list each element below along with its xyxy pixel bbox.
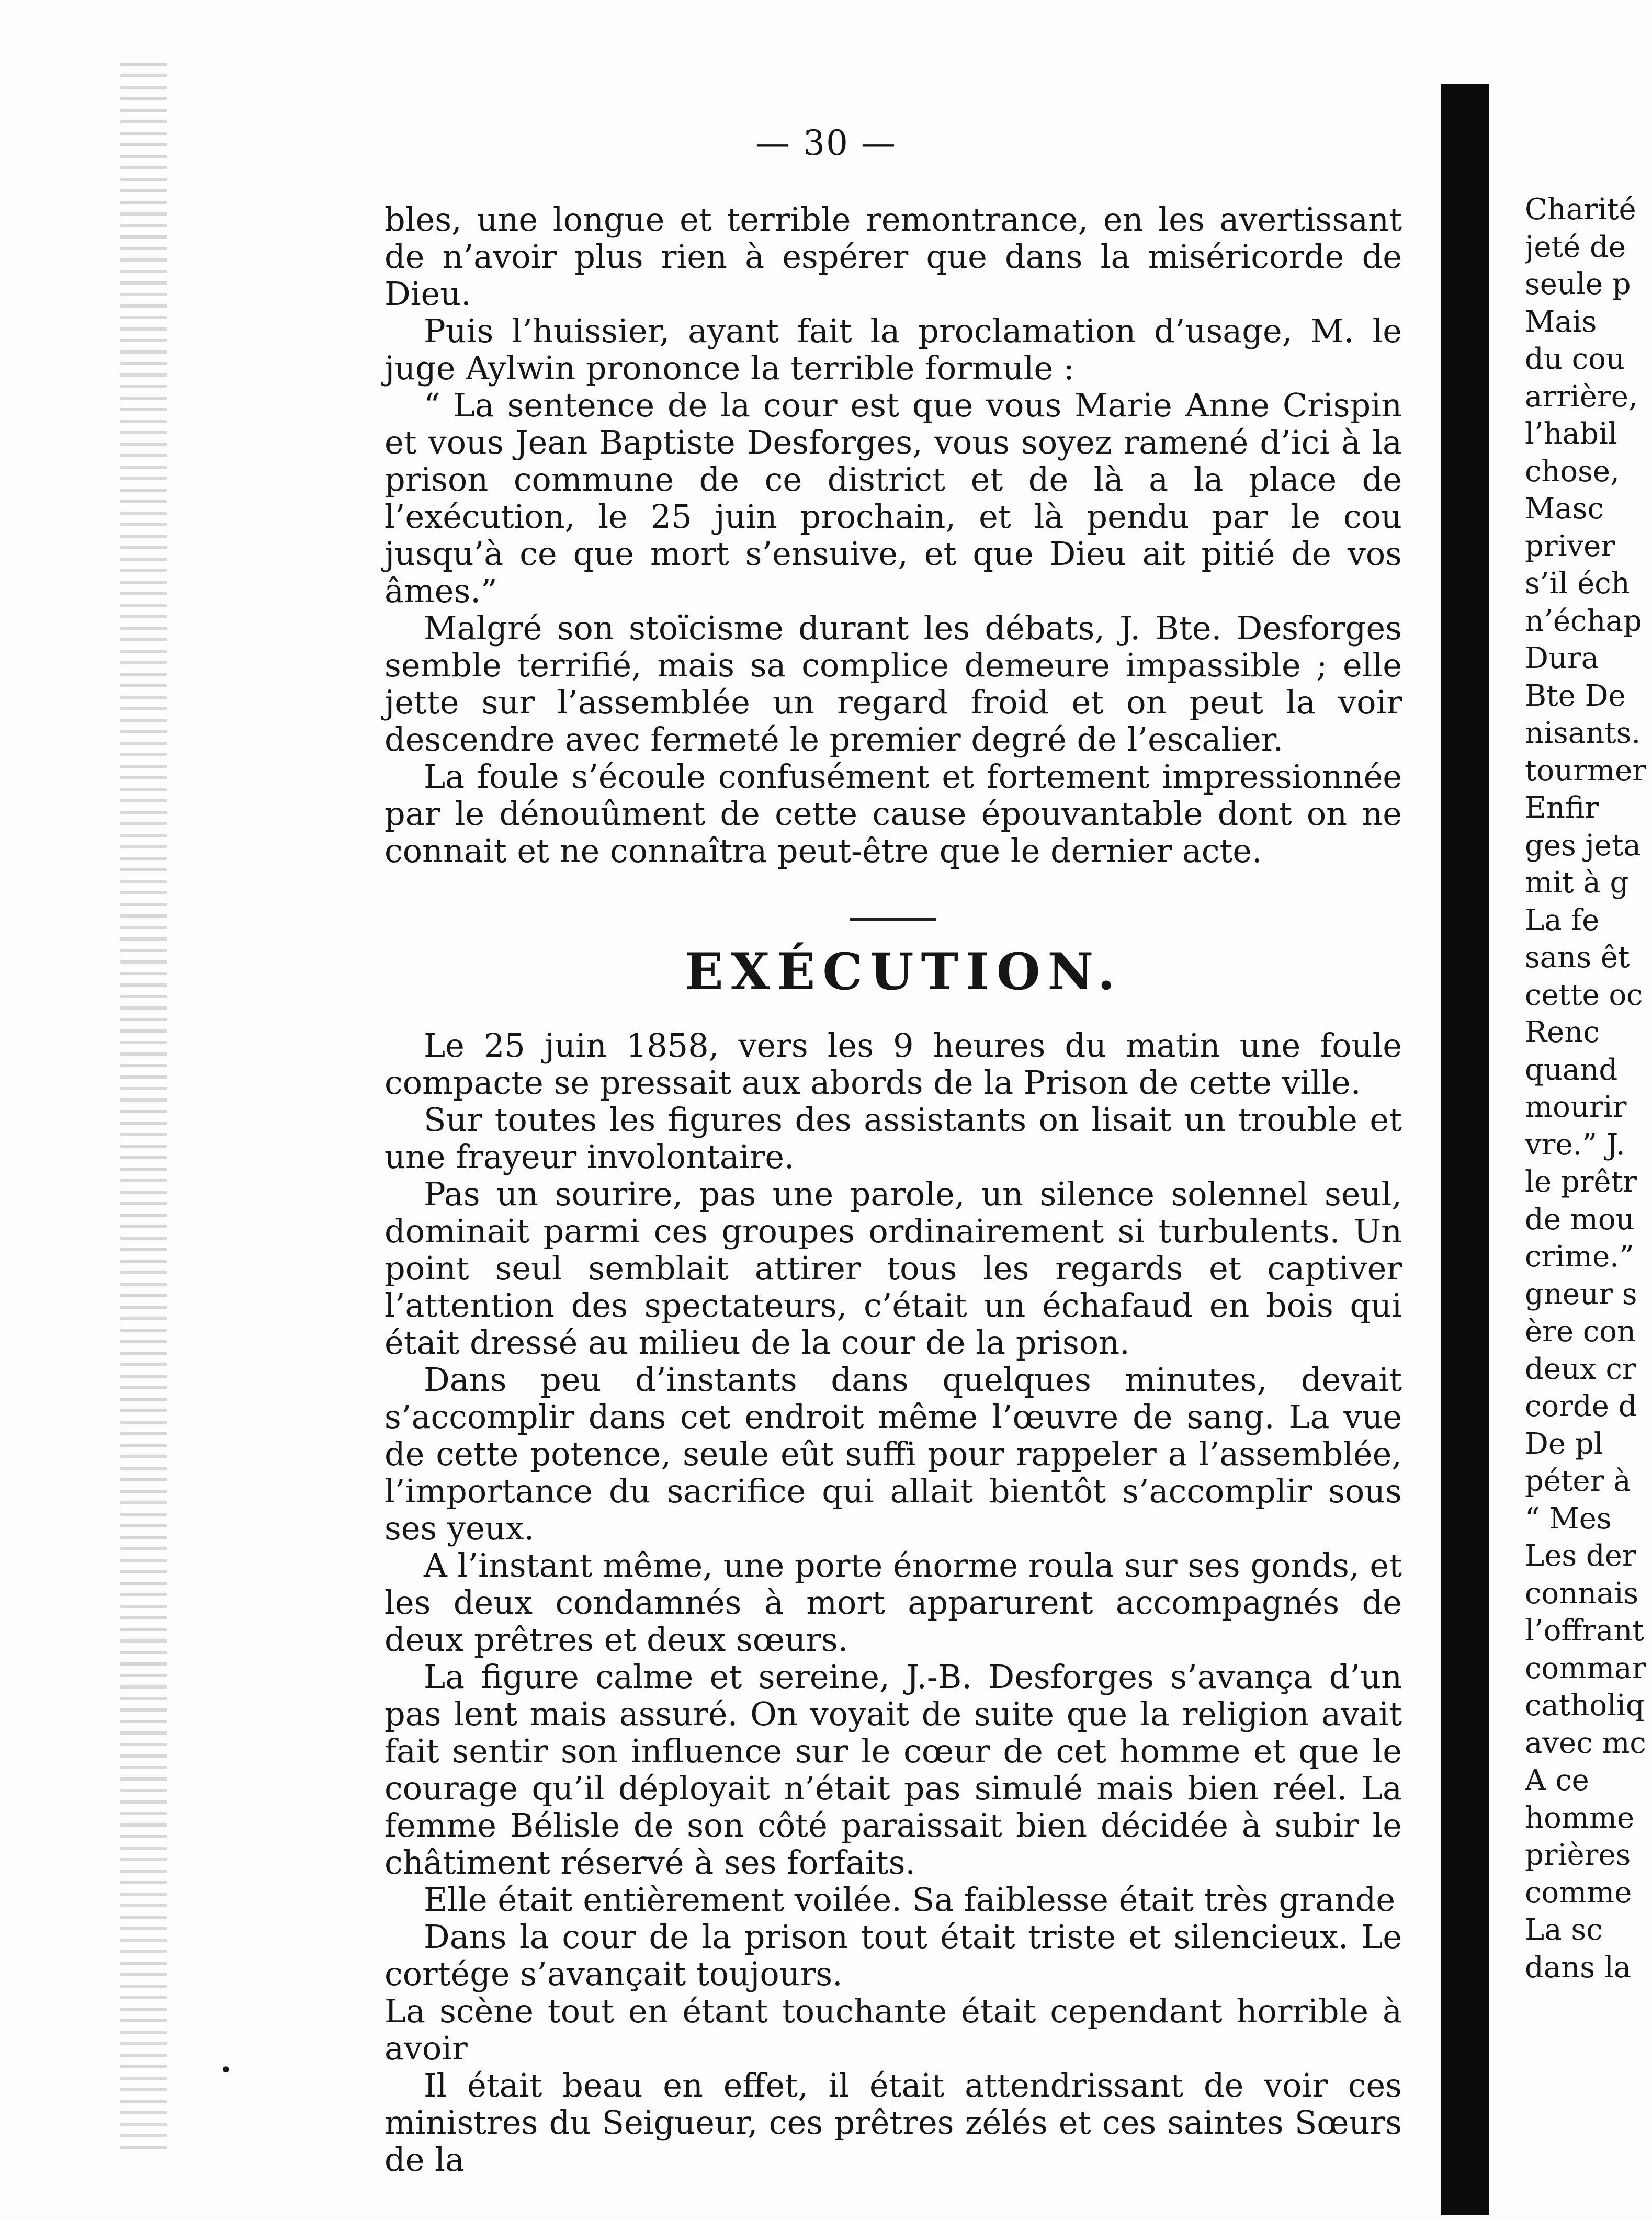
adjacent-page-line: mourir bbox=[1525, 1090, 1627, 1124]
adjacent-page-line: nisants. bbox=[1525, 716, 1641, 750]
paragraph: Dans peu d’instants dans quelques minutes, devait s’accomplir dans cet endroit même l’œuvre de sang. La vue de cette potence, seule eût suffi pour rappeler a l’assemblée, l’importance du sacrifice qui allait bientôt s’accomplir sous ses yeux. bbox=[384, 1361, 1402, 1547]
section-heading: EXÉCUTION. bbox=[685, 942, 1123, 1001]
adjacent-page-line: chose, bbox=[1525, 454, 1620, 489]
adjacent-page-line: gneur s bbox=[1525, 1277, 1637, 1311]
adjacent-page-line: connais bbox=[1525, 1576, 1639, 1611]
adjacent-page-line: Dura bbox=[1525, 641, 1599, 675]
adjacent-page-fragment bbox=[1525, 191, 1652, 1986]
paragraph: Le 25 juin 1858, vers les 9 heures du matin une foule compacte se pressait aux abords de la Prison de cette ville. bbox=[384, 1026, 1402, 1102]
adjacent-page-line: sans êt bbox=[1525, 941, 1630, 975]
adjacent-page-line: La fe bbox=[1525, 903, 1600, 937]
adjacent-page-line: Masc bbox=[1525, 492, 1604, 526]
paragraph: bles, une longue et terrible remontrance, en les avertissant de n’avoir plus rien à espérer que dans la miséricorde de Dieu. bbox=[384, 200, 1402, 313]
paragraph: La figure calme et sereine, J.-B. Desforges s’avança d’un pas lent mais assuré. On voyait de suite que la religion avait fait sentir son influence sur le cœur de cet homme et que le courage qu’il déployait n’était pas simulé mais bien réel. La femme Bélisle de son côté paraissait bien décidée à subir le châtiment réservé à ses forfaits. bbox=[384, 1658, 1402, 1882]
adjacent-page-line: A ce bbox=[1525, 1763, 1589, 1797]
paragraph: La foule s’écoule confusément et fortement impressionnée par le dénouûment de cette cause épouvantable dont on ne connait et ne connaîtra peut-être que le dernier acte. bbox=[384, 757, 1402, 870]
paragraph: Dans la cour de la prison tout était triste et silencieux. Le cortége s’avançait toujours. bbox=[384, 1918, 1402, 1993]
adjacent-page-line: seule p bbox=[1525, 267, 1631, 301]
paragraph: Malgré son stoïcisme durant les débats, J. Bte. Desforges semble terrifié, mais sa complice demeure impassible ; elle jette sur l’assemblée un regard froid et on peut la voir descendre avec fermeté le premier degré de l’escalier. bbox=[384, 609, 1402, 758]
adjacent-page-line: l’offrant bbox=[1525, 1614, 1644, 1648]
adjacent-page-line: vre.” J. bbox=[1525, 1127, 1625, 1162]
main-text-column bbox=[384, 201, 1402, 2178]
adjacent-page-line: cette oc bbox=[1525, 978, 1643, 1012]
adjacent-page-line: priver bbox=[1525, 529, 1615, 563]
adjacent-page-line: Les der bbox=[1525, 1539, 1636, 1573]
adjacent-page-line: commar bbox=[1525, 1651, 1646, 1685]
paragraph: Pas un sourire, pas une parole, un silence solennel seul, dominait parmi ces groupes ordinairement si turbulents. Un point seul semblait attirer tous les regards et captiver l’attention des spectateurs, c’était un échafaud en bois qui était dressé au milieu de la cour de la prison. bbox=[384, 1175, 1402, 1362]
adjacent-page-line: jeté de bbox=[1525, 230, 1626, 264]
paragraph: Elle était entièrement voilée. Sa faiblesse était très grande bbox=[424, 1881, 1396, 1919]
page-edge-scan-artifact bbox=[120, 63, 167, 2155]
adjacent-page-line: crime.” bbox=[1525, 1240, 1634, 1274]
adjacent-page-line: catholiq bbox=[1525, 1689, 1645, 1723]
adjacent-page-line: péter à bbox=[1525, 1464, 1631, 1498]
adjacent-page-line: l’habil bbox=[1525, 417, 1617, 451]
paragraph: La scène tout en étant touchante était cependant horrible à avoir bbox=[384, 1992, 1402, 2067]
book-gutter-shadow bbox=[1441, 84, 1489, 2215]
adjacent-page-line: arrière, bbox=[1525, 379, 1638, 414]
page-number: — 30 — bbox=[755, 123, 897, 163]
adjacent-page-line: deux cr bbox=[1525, 1352, 1636, 1386]
adjacent-page-line: prières bbox=[1525, 1838, 1631, 1872]
adjacent-page-line: tourmer bbox=[1525, 753, 1647, 788]
adjacent-page-line: “ Mes bbox=[1525, 1501, 1612, 1536]
adjacent-page-line: homme bbox=[1525, 1800, 1635, 1835]
adjacent-page-line: De pl bbox=[1525, 1426, 1603, 1461]
adjacent-page-line: quand bbox=[1525, 1052, 1618, 1087]
adjacent-page-line: Renc bbox=[1525, 1015, 1600, 1049]
adjacent-page-line: du cou bbox=[1525, 342, 1625, 376]
paragraph: Puis l’huissier, ayant fait la proclamation d’usage, M. le juge Aylwin prononce la terrible formule : bbox=[384, 312, 1402, 387]
paragraph: A l’instant même, une porte énorme roula sur ses gonds, et les deux condamnés à mort apparurent accompagnés de deux prêtres et deux sœurs. bbox=[384, 1546, 1402, 1659]
adjacent-page-line: s’il éch bbox=[1525, 567, 1630, 601]
adjacent-page-line: comme bbox=[1525, 1875, 1632, 1910]
adjacent-page-line: avec mc bbox=[1525, 1726, 1646, 1760]
adjacent-page-line: ère con bbox=[1525, 1315, 1636, 1349]
adjacent-page-line: Bte De bbox=[1525, 678, 1626, 713]
adjacent-page-line: La sc bbox=[1525, 1913, 1603, 1947]
section-divider bbox=[850, 918, 936, 921]
paragraph: Il était beau en effet, il était attendrissant de voir ces ministres du Seigueur, ces prêtres zélés et ces saintes Sœurs de la bbox=[384, 2066, 1402, 2179]
adjacent-page-line: ges jeta bbox=[1525, 828, 1641, 863]
adjacent-page-line: Charité bbox=[1525, 192, 1636, 226]
adjacent-page-line: n’échap bbox=[1525, 604, 1642, 638]
paragraph: “ La sentence de la cour est que vous Marie Anne Crispin et vous Jean Baptiste Desforges, vous soyez ramené d’ici à la prison commune de ce district et de là a la place de l’exécution, le 25 juin prochain, et là pendu par le cou jusqu’à ce que mort s’ensuive, et que Dieu ait pitié de vos âmes.” bbox=[384, 386, 1402, 610]
paragraph: Sur toutes les figures des assistants on lisait un trouble et une frayeur involontaire. bbox=[384, 1101, 1402, 1176]
adjacent-page-line: mit à g bbox=[1525, 866, 1629, 900]
adjacent-page-line: Mais bbox=[1525, 304, 1597, 339]
scan-mark: • bbox=[220, 2058, 232, 2082]
adjacent-page-line: de mou bbox=[1525, 1202, 1635, 1237]
adjacent-page-line: dans la bbox=[1525, 1950, 1632, 1985]
adjacent-page-line: corde d bbox=[1525, 1389, 1637, 1423]
adjacent-page-line: Enfir bbox=[1525, 791, 1599, 825]
adjacent-page-line: le prêtr bbox=[1525, 1165, 1637, 1199]
